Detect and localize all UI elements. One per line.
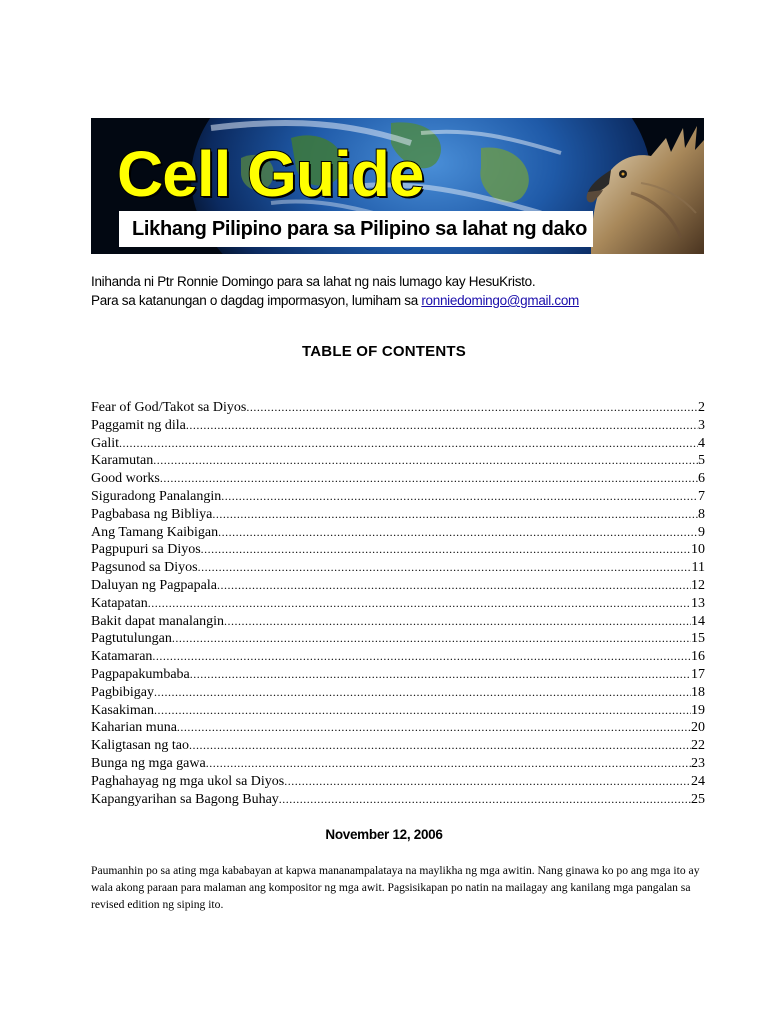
toc-entry-page: 10 — [691, 542, 705, 558]
toc-entry-label: Kaharian muna — [91, 720, 177, 736]
toc-entry-page: 19 — [691, 702, 705, 718]
toc-entry-label: Paghahayag ng mga ukol sa Diyos — [91, 773, 285, 789]
toc-dot-leader — [218, 524, 698, 542]
toc-entry-label: Ang Tamang Kaibigan — [91, 524, 219, 540]
toc-entry-page: 15 — [691, 631, 705, 647]
toc-entry[interactable] — [91, 684, 705, 702]
toc-entry-page: 4 — [698, 435, 705, 451]
toc-entry-label: Pagbibigay — [91, 684, 154, 700]
toc-entry-page: 8 — [698, 506, 705, 522]
toc-entry[interactable] — [91, 648, 705, 666]
toc-entry-label: Fear of God/Takot sa Diyos — [91, 400, 247, 415]
note-paragraph: Paumanhin po sa ating mga kababayan at kapwa mananampalataya na maylikha ng mga awitin. Nang ginawa ko po ang mga ito ay wala akong paraan para malaman ang kompositor ng mga awit. Pagsisikapan po natin na mailagay ang kanilang mga pangalan sa revised edition ng siping ito. — [91, 864, 700, 911]
toc-dot-leader — [154, 684, 691, 702]
toc-entry[interactable] — [91, 719, 705, 737]
toc-entry-label: Pagpapakumbaba — [91, 666, 190, 682]
document-date: November 12, 2006 — [325, 827, 443, 842]
toc-dot-leader — [279, 791, 691, 809]
toc-entry-page: 6 — [698, 471, 705, 487]
toc-entry-page: 20 — [691, 720, 705, 736]
toc-entry[interactable] — [91, 630, 705, 648]
toc-entry[interactable] — [91, 737, 705, 755]
toc-entry-page: 23 — [691, 755, 705, 771]
intro-contact-prefix: Para sa katanungan o dagdag impormasyon, lumiham sa — [91, 293, 422, 308]
toc-entry-page: 24 — [691, 773, 705, 789]
cell-guide-banner — [91, 118, 704, 254]
toc-dot-leader — [201, 541, 691, 559]
toc-dot-leader — [148, 595, 691, 613]
toc-dot-leader — [212, 506, 698, 524]
toc-dot-leader — [152, 648, 691, 666]
intro-text — [91, 272, 579, 310]
toc-dot-leader — [217, 577, 691, 595]
toc-dot-leader — [153, 452, 698, 470]
toc-entry[interactable] — [91, 577, 705, 595]
toc-entry[interactable] — [91, 755, 705, 773]
toc-entry-label: Kaligtasan ng tao — [91, 738, 189, 754]
toc-entry[interactable] — [91, 559, 705, 577]
toc-dot-leader — [160, 470, 698, 488]
toc-entry-label: Kasakiman — [91, 702, 154, 718]
toc-entry[interactable] — [91, 524, 705, 542]
toc-entry-label: Daluyan ng Pagpapala — [91, 577, 217, 593]
toc-entry-page: 2 — [698, 400, 705, 415]
toc-entry-label: Pagpupuri sa Diyos — [91, 542, 201, 558]
toc-entry[interactable] — [91, 452, 705, 470]
toc-entry[interactable] — [91, 791, 705, 809]
toc-entry[interactable] — [91, 666, 705, 684]
toc-dot-leader — [284, 773, 691, 791]
toc-dot-leader — [246, 399, 698, 417]
toc-dot-leader — [154, 702, 691, 720]
toc-dot-leader — [198, 559, 692, 577]
toc-entry-page: 7 — [698, 488, 705, 504]
banner-tagline: Likhang Pilipino para sa Pilipino sa lahat ng dako — [132, 218, 588, 240]
toc-entry[interactable] — [91, 399, 705, 417]
toc-entry-label: Bunga ng mga gawa — [91, 755, 206, 771]
toc-entry-page: 25 — [691, 791, 705, 807]
toc-entry-page: 14 — [691, 613, 705, 629]
toc-dot-leader — [224, 613, 691, 631]
toc-entry[interactable] — [91, 488, 705, 506]
toc-entry-label: Pagtutulungan — [91, 631, 172, 647]
banner-title: Cell Guide — [117, 138, 424, 210]
toc-entry-page: 13 — [691, 595, 705, 611]
toc-dot-leader — [186, 417, 698, 435]
toc-entry[interactable] — [91, 541, 705, 559]
toc-dot-leader — [119, 435, 698, 453]
toc-entry-label: Pagsunod sa Diyos — [91, 560, 198, 576]
intro-line-author: Inihanda ni Ptr Ronnie Domingo para sa lahat ng nais lumago kay HesuKristo. — [91, 274, 536, 289]
toc-entry-page: 22 — [691, 738, 705, 754]
toc-dot-leader — [190, 666, 691, 684]
toc-entry-label: Bakit dapat manalangin — [91, 613, 224, 629]
toc-entry-page: 9 — [698, 524, 705, 540]
table-of-contents — [91, 399, 705, 808]
toc-entry-label: Kapangyarihan sa Bagong Buhay — [91, 791, 279, 807]
toc-entry-page: 17 — [691, 666, 705, 682]
toc-entry[interactable] — [91, 435, 705, 453]
toc-entry-page: 18 — [691, 684, 705, 700]
toc-dot-leader — [189, 737, 691, 755]
toc-dot-leader — [206, 755, 691, 773]
toc-entry-label: Pagbabasa ng Bibliya — [91, 506, 213, 522]
toc-entry[interactable] — [91, 417, 705, 435]
toc-entry-page: 16 — [691, 649, 705, 665]
toc-entry-page: 12 — [691, 577, 705, 593]
toc-dot-leader — [221, 488, 698, 506]
email-link[interactable]: ronniedomingo@gmail.com — [421, 293, 579, 308]
toc-heading: TABLE OF CONTENTS — [302, 343, 466, 360]
toc-entry[interactable] — [91, 702, 705, 720]
toc-entry-page: 11 — [691, 560, 705, 576]
toc-entry-label: Katapatan — [91, 595, 148, 611]
toc-dot-leader — [172, 630, 691, 648]
toc-entry-page: 5 — [698, 453, 705, 469]
toc-entry[interactable] — [91, 613, 705, 631]
toc-entry[interactable] — [91, 773, 705, 791]
toc-entry-label: Katamaran — [91, 649, 153, 665]
toc-entry-label: Siguradong Panalangin — [91, 488, 222, 504]
toc-entry-label: Karamutan — [91, 453, 154, 469]
toc-entry[interactable] — [91, 595, 705, 613]
intro-line-contact — [91, 291, 579, 310]
toc-entry[interactable] — [91, 506, 705, 524]
toc-dot-leader — [177, 719, 691, 737]
toc-entry[interactable] — [91, 470, 705, 488]
toc-entry-label: Good works — [91, 471, 160, 487]
toc-entry-label: Paggamit ng dila — [91, 417, 186, 433]
toc-entry-page: 3 — [698, 417, 705, 433]
toc-entry-label: Galit — [91, 435, 119, 451]
